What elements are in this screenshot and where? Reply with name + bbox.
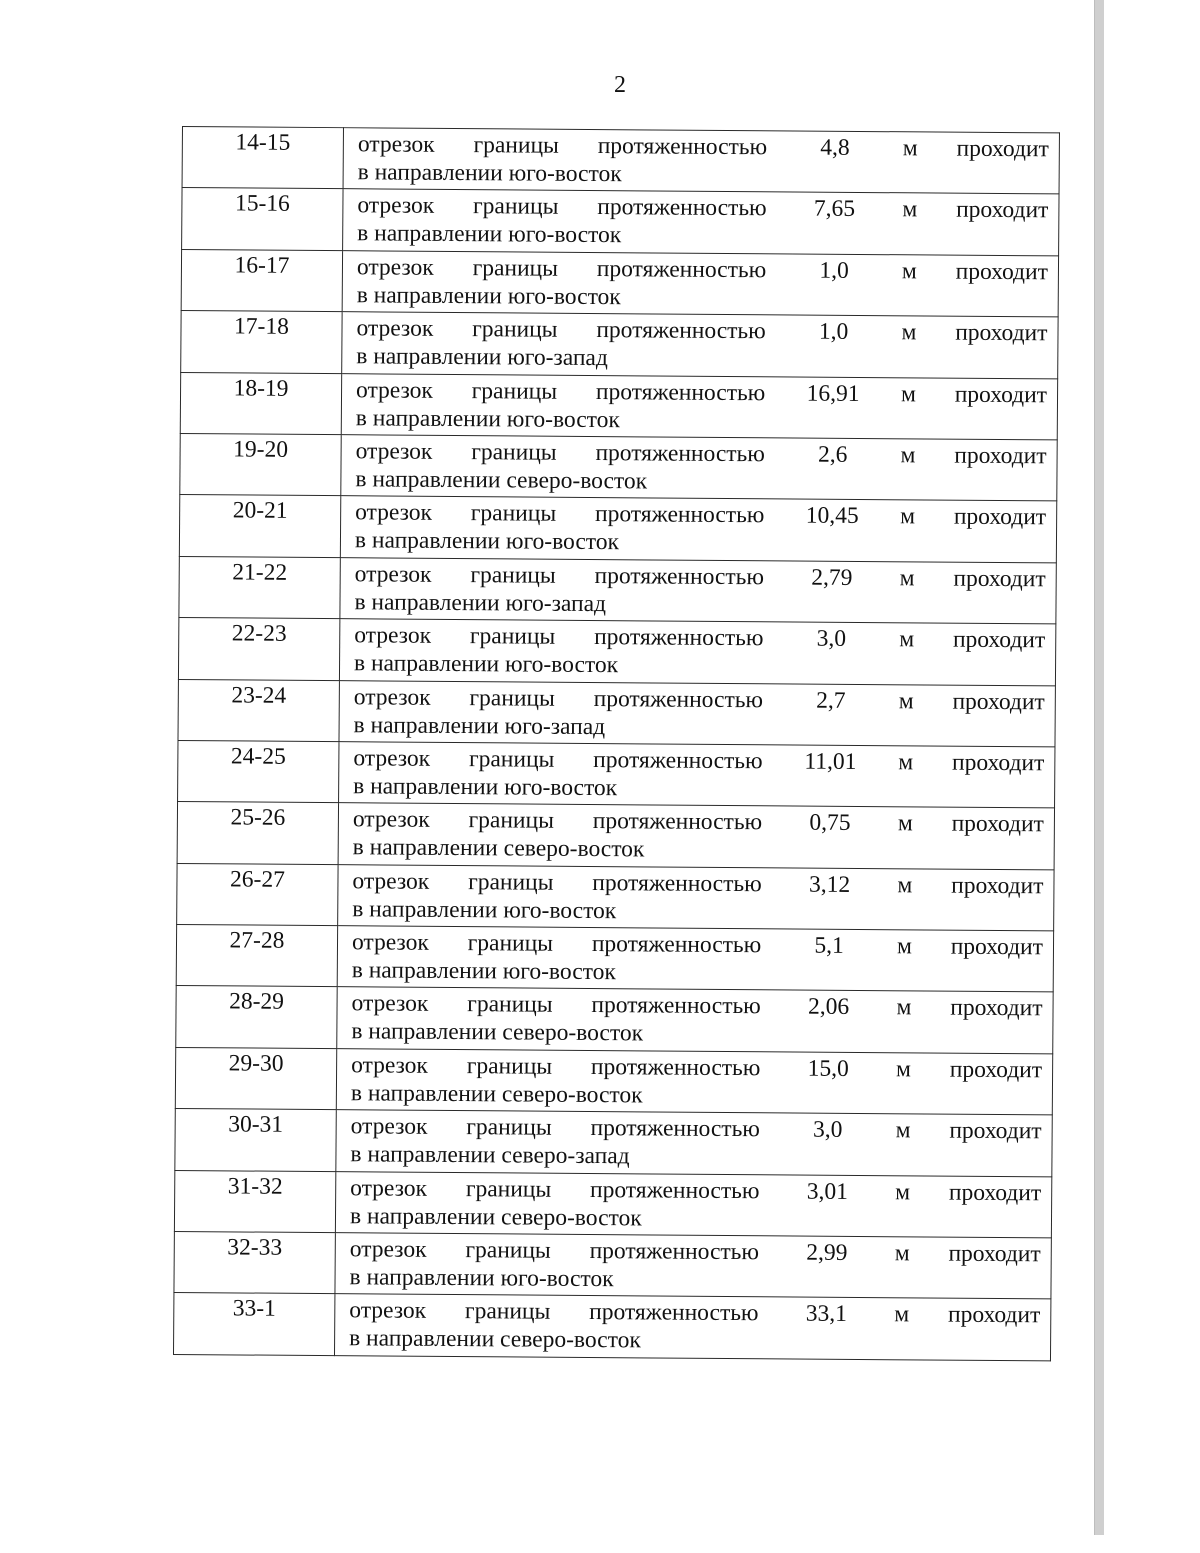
direction-value: северо-запад <box>501 1142 630 1170</box>
word-protyazhennostyu: протяженностью <box>593 685 764 713</box>
word-prohodit: проходит <box>951 810 1044 838</box>
page-number: 2 <box>614 72 626 98</box>
segment-description-cell <box>339 742 1055 809</box>
description-line-2 <box>354 588 1045 621</box>
table-row <box>174 1232 1051 1300</box>
length-unit: м <box>899 565 915 592</box>
table-body <box>173 127 1059 1361</box>
word-granitsy: границы <box>468 868 554 896</box>
description-line-2 <box>353 834 1044 867</box>
word-otrezok: отрезок <box>352 867 430 895</box>
direction-prefix: в направлении <box>354 527 501 555</box>
word-granitsy: границы <box>473 132 559 159</box>
length-unit: м <box>900 503 916 530</box>
word-prohodit: проходит <box>951 749 1045 777</box>
word-protyazhennostyu: протяженностью <box>592 869 762 897</box>
description-line-2 <box>355 465 1046 498</box>
length-unit: м <box>895 1178 911 1206</box>
direction-prefix: в направлении <box>350 1141 496 1169</box>
segment-description-cell <box>337 926 1053 993</box>
table-row <box>179 495 1056 563</box>
word-otrezok: отрезок <box>354 561 432 588</box>
word-prohodit: проходит <box>950 995 1043 1022</box>
length-unit: м <box>898 749 914 776</box>
direction-prefix: в направлении <box>355 466 501 494</box>
segment-id-cell: 24-25 <box>178 740 339 803</box>
word-protyazhennostyu: протяженностью <box>590 1053 761 1082</box>
table-row <box>177 802 1054 870</box>
segment-length: 16,91 <box>806 380 860 407</box>
direction-prefix: в направлении <box>349 1202 496 1230</box>
word-otrezok: отрезок <box>354 622 432 649</box>
length-unit: м <box>897 810 913 837</box>
segment-description-cell <box>339 619 1055 686</box>
word-otrezok: отрезок <box>353 745 431 772</box>
direction-value: юго-восток <box>507 283 621 311</box>
word-prohodit: проходит <box>952 688 1045 715</box>
word-prohodit: проходит <box>949 1117 1042 1145</box>
word-protyazhennostyu: протяженностью <box>595 378 766 406</box>
segment-id-cell: 30-31 <box>175 1109 336 1172</box>
word-otrezok: отрезок <box>352 806 430 834</box>
word-prohodit: проходит <box>949 1056 1043 1084</box>
segment-id-cell: 22-23 <box>178 618 339 681</box>
table-row <box>176 925 1053 993</box>
direction-value: северо-восток <box>500 1326 641 1354</box>
segment-id-cell: 15-16 <box>182 188 343 251</box>
word-otrezok: отрезок <box>356 254 434 281</box>
segment-length: 33,1 <box>805 1301 848 1328</box>
word-granitsy: границы <box>472 254 559 282</box>
description-line-2 <box>354 711 1045 744</box>
direction-prefix: в направлении <box>356 343 502 371</box>
direction-value: северо-восток <box>500 1204 642 1232</box>
segment-description-cell <box>337 987 1053 1054</box>
table-row <box>178 679 1055 747</box>
segment-description-cell <box>338 864 1054 931</box>
length-unit: м <box>895 1117 911 1144</box>
word-granitsy: границы <box>471 439 557 466</box>
description-line-2 <box>358 158 1049 191</box>
word-protyazhennostyu: протяженностью <box>589 1176 760 1204</box>
description-line-2 <box>353 772 1044 805</box>
word-prohodit: проходит <box>956 135 1049 163</box>
word-protyazhennostyu: протяженностью <box>597 133 768 161</box>
segment-id-cell: 26-27 <box>177 863 338 926</box>
word-protyazhennostyu: протяженностью <box>593 746 763 775</box>
direction-prefix: в направлении <box>350 1080 497 1108</box>
length-unit: м <box>902 196 918 223</box>
segment-id-cell: 33-1 <box>173 1293 334 1356</box>
word-prohodit: проходит <box>956 197 1049 224</box>
direction-prefix: в направлении <box>356 282 502 310</box>
word-prohodit: проходит <box>953 504 1047 531</box>
direction-prefix: в направлении <box>357 220 503 248</box>
segment-id-cell: 25-26 <box>177 802 338 865</box>
word-granitsy: границы <box>466 1052 553 1080</box>
segment-id-cell: 20-21 <box>179 495 340 558</box>
segment-length: 3,0 <box>812 1116 843 1144</box>
table-row <box>182 188 1059 256</box>
word-protyazhennostyu: протяженностью <box>594 562 765 591</box>
segment-description-cell <box>334 1294 1050 1361</box>
table-row <box>180 433 1057 501</box>
direction-value: юго-восток <box>503 897 617 924</box>
word-otrezok: отрезок <box>357 192 435 220</box>
word-protyazhennostyu: протяженностью <box>589 1238 760 1266</box>
segment-length: 7,65 <box>813 196 856 223</box>
word-prohodit: проходит <box>953 565 1046 593</box>
segment-id-cell: 19-20 <box>180 433 341 496</box>
word-protyazhennostyu: протяженностью <box>589 1299 759 1327</box>
description-line-2 <box>354 649 1045 682</box>
description-line-2 <box>350 1141 1041 1174</box>
segment-length: 2,06 <box>808 994 850 1021</box>
description-line-2 <box>357 220 1048 253</box>
segment-description-cell <box>335 1233 1051 1300</box>
scan-page-edge <box>1094 0 1104 1535</box>
segment-id-cell: 32-33 <box>174 1232 335 1295</box>
segment-description-cell <box>339 680 1055 747</box>
segment-description-cell <box>335 1171 1051 1238</box>
length-unit: м <box>899 626 915 653</box>
word-granitsy: границы <box>472 316 558 343</box>
table-row <box>182 127 1059 195</box>
direction-value: северо-восток <box>501 1081 643 1109</box>
table-row <box>178 740 1055 808</box>
word-protyazhennostyu: протяженностью <box>591 992 761 1020</box>
direction-prefix: в направлении <box>353 773 499 801</box>
segment-id-cell: 17-18 <box>181 311 342 374</box>
direction-prefix: в направлении <box>351 957 498 985</box>
table-row <box>178 618 1055 686</box>
word-prohodit: проходит <box>951 872 1044 900</box>
length-unit: м <box>897 871 913 899</box>
segment-description-cell <box>343 128 1059 195</box>
direction-value: юго-восток <box>508 221 622 249</box>
segment-description-cell <box>340 496 1056 563</box>
direction-value: юго-восток <box>505 528 620 556</box>
segment-description-cell <box>343 189 1059 256</box>
segment-length: 5,1 <box>814 932 844 959</box>
direction-prefix: в направлении <box>352 834 498 862</box>
segment-length: 1,0 <box>818 318 849 346</box>
length-unit: м <box>902 135 918 162</box>
table-row <box>181 249 1058 317</box>
word-otrezok: отрезок <box>355 438 433 465</box>
word-otrezok: отрезок <box>350 1113 428 1141</box>
segment-id-cell: 23-24 <box>178 679 339 742</box>
word-granitsy: границы <box>467 991 553 1019</box>
segment-description-cell <box>342 312 1058 379</box>
word-prohodit: проходит <box>954 442 1047 470</box>
segment-id-cell: 31-32 <box>174 1170 335 1233</box>
word-protyazhennostyu: протяженностью <box>594 624 764 652</box>
word-prohodit: проходит <box>955 319 1048 347</box>
table-row <box>174 1170 1051 1238</box>
word-otrezok: отрезок <box>351 990 429 1018</box>
word-otrezok: отрезок <box>356 315 434 343</box>
word-prohodit: проходит <box>954 381 1048 408</box>
segment-length: 10,45 <box>805 502 859 530</box>
word-prohodit: проходит <box>952 626 1046 654</box>
direction-value: юго-восток <box>504 651 619 679</box>
length-unit: м <box>901 258 917 285</box>
direction-prefix: в направлении <box>349 1325 495 1353</box>
direction-value: юго-восток <box>504 774 618 802</box>
segment-length: 4,8 <box>820 134 850 161</box>
word-protyazhennostyu: протяженностью <box>595 439 765 468</box>
description-line-2 <box>352 895 1043 928</box>
segment-description-cell <box>341 435 1057 502</box>
direction-prefix: в направлении <box>353 711 499 739</box>
table-row <box>175 1109 1052 1177</box>
word-granitsy: границы <box>468 807 555 835</box>
word-protyazhennostyu: протяженностью <box>591 931 762 959</box>
table-row <box>181 311 1058 379</box>
word-otrezok: отрезок <box>350 1174 428 1202</box>
description-line-2 <box>352 956 1043 989</box>
word-otrezok: отрезок <box>351 929 429 956</box>
length-unit: м <box>900 442 916 469</box>
segment-length: 11,01 <box>804 748 857 775</box>
word-protyazhennostyu: протяженностью <box>592 808 763 836</box>
word-prohodit: проходит <box>947 1302 1041 1329</box>
word-otrezok: отрезок <box>351 1052 428 1079</box>
segment-description-cell <box>340 557 1056 624</box>
direction-value: юго-восток <box>502 958 616 986</box>
word-prohodit: проходит <box>950 933 1044 961</box>
length-unit: м <box>900 380 917 407</box>
length-unit: м <box>901 319 917 346</box>
word-prohodit: проходит <box>948 1240 1041 1268</box>
segment-length: 2,7 <box>816 687 846 714</box>
table-row <box>179 556 1056 624</box>
direction-prefix: в направлении <box>357 159 503 187</box>
segment-description-cell <box>336 1110 1052 1177</box>
direction-value: северо-восток <box>502 1019 644 1047</box>
word-granitsy: границы <box>468 746 555 773</box>
description-line-2 <box>355 527 1046 560</box>
word-granitsy: границы <box>464 1298 551 1326</box>
word-prohodit: проходит <box>948 1179 1042 1206</box>
segment-id-cell: 18-19 <box>180 372 341 435</box>
word-protyazhennostyu: протяженностью <box>590 1115 760 1143</box>
word-otrezok: отрезок <box>355 376 433 404</box>
direction-value: юго-восток <box>508 160 622 188</box>
word-otrezok: отрезок <box>357 131 435 158</box>
table-row <box>180 372 1057 440</box>
length-unit: м <box>894 1240 910 1267</box>
word-protyazhennostyu: протяженностью <box>596 255 767 284</box>
direction-value: юго-запад <box>504 712 606 740</box>
word-granitsy: границы <box>465 1237 551 1264</box>
word-granitsy: границы <box>466 1114 552 1141</box>
segment-length: 3,01 <box>806 1178 848 1205</box>
word-otrezok: отрезок <box>353 683 431 711</box>
word-granitsy: границы <box>469 623 556 650</box>
direction-value: юго-восток <box>500 1265 614 1293</box>
segment-length: 3,12 <box>808 871 851 898</box>
description-line-2 <box>356 404 1047 437</box>
direction-value: юго-запад <box>507 344 608 372</box>
description-line-2 <box>349 1263 1040 1296</box>
word-granitsy: границы <box>467 930 554 957</box>
table-row <box>177 863 1054 931</box>
segment-description-cell <box>341 373 1057 440</box>
word-granitsy: границы <box>471 377 558 405</box>
length-unit: м <box>895 1056 912 1083</box>
direction-prefix: в направлении <box>351 1018 497 1046</box>
direction-prefix: в направлении <box>353 650 500 678</box>
segment-description-cell <box>342 250 1058 317</box>
length-unit: м <box>896 933 912 960</box>
word-protyazhennostyu: протяженностью <box>594 501 765 529</box>
word-protyazhennostyu: протяженностью <box>596 317 766 345</box>
segment-length: 1,0 <box>819 257 849 284</box>
segment-length: 2,79 <box>811 564 853 591</box>
word-granitsy: границы <box>469 684 555 712</box>
segment-id-cell: 14-15 <box>182 127 343 190</box>
direction-value: северо-восток <box>503 835 645 863</box>
direction-value: юго-восток <box>506 405 620 433</box>
segment-length: 3,0 <box>816 625 847 653</box>
description-line-2 <box>349 1325 1040 1358</box>
segment-id-cell: 21-22 <box>179 556 340 619</box>
word-granitsy: границы <box>465 1175 552 1203</box>
word-prohodit: проходит <box>955 258 1049 286</box>
word-otrezok: отрезок <box>355 499 433 527</box>
length-unit: м <box>898 687 914 714</box>
direction-prefix: в направлении <box>349 1264 495 1292</box>
word-protyazhennostyu: протяженностью <box>597 194 767 222</box>
segment-id-cell: 28-29 <box>176 986 337 1049</box>
length-unit: м <box>896 994 912 1021</box>
segment-id-cell: 27-28 <box>176 925 337 988</box>
direction-prefix: в направлении <box>352 895 498 924</box>
description-line-2 <box>357 281 1048 314</box>
segment-description-cell <box>338 803 1054 870</box>
length-unit: м <box>894 1301 910 1328</box>
segment-length: 0,75 <box>809 809 851 837</box>
segment-id-cell: 29-30 <box>175 1047 336 1110</box>
boundary-segments-table <box>173 126 1060 1361</box>
description-line-2 <box>350 1202 1041 1235</box>
direction-prefix: в направлении <box>354 589 500 617</box>
segment-length: 2,99 <box>806 1239 848 1266</box>
description-line-2 <box>351 1079 1042 1112</box>
segment-length: 15,0 <box>807 1055 849 1082</box>
direction-value: северо-восток <box>506 467 648 495</box>
description-line-2 <box>351 1018 1042 1051</box>
word-granitsy: границы <box>470 561 556 589</box>
description-line-2 <box>356 342 1047 375</box>
word-otrezok: отрезок <box>349 1236 427 1263</box>
word-granitsy: границы <box>470 500 557 528</box>
segment-id-cell: 16-17 <box>181 249 342 312</box>
word-otrezok: отрезок <box>349 1297 427 1325</box>
direction-value: юго-запад <box>505 590 607 617</box>
segment-length: 2,6 <box>817 441 848 468</box>
table-row <box>175 1047 1052 1115</box>
table-row <box>173 1293 1050 1361</box>
word-granitsy: границы <box>472 193 559 221</box>
direction-prefix: в направлении <box>355 404 502 432</box>
table-row <box>176 986 1053 1054</box>
segment-description-cell <box>336 1049 1052 1116</box>
